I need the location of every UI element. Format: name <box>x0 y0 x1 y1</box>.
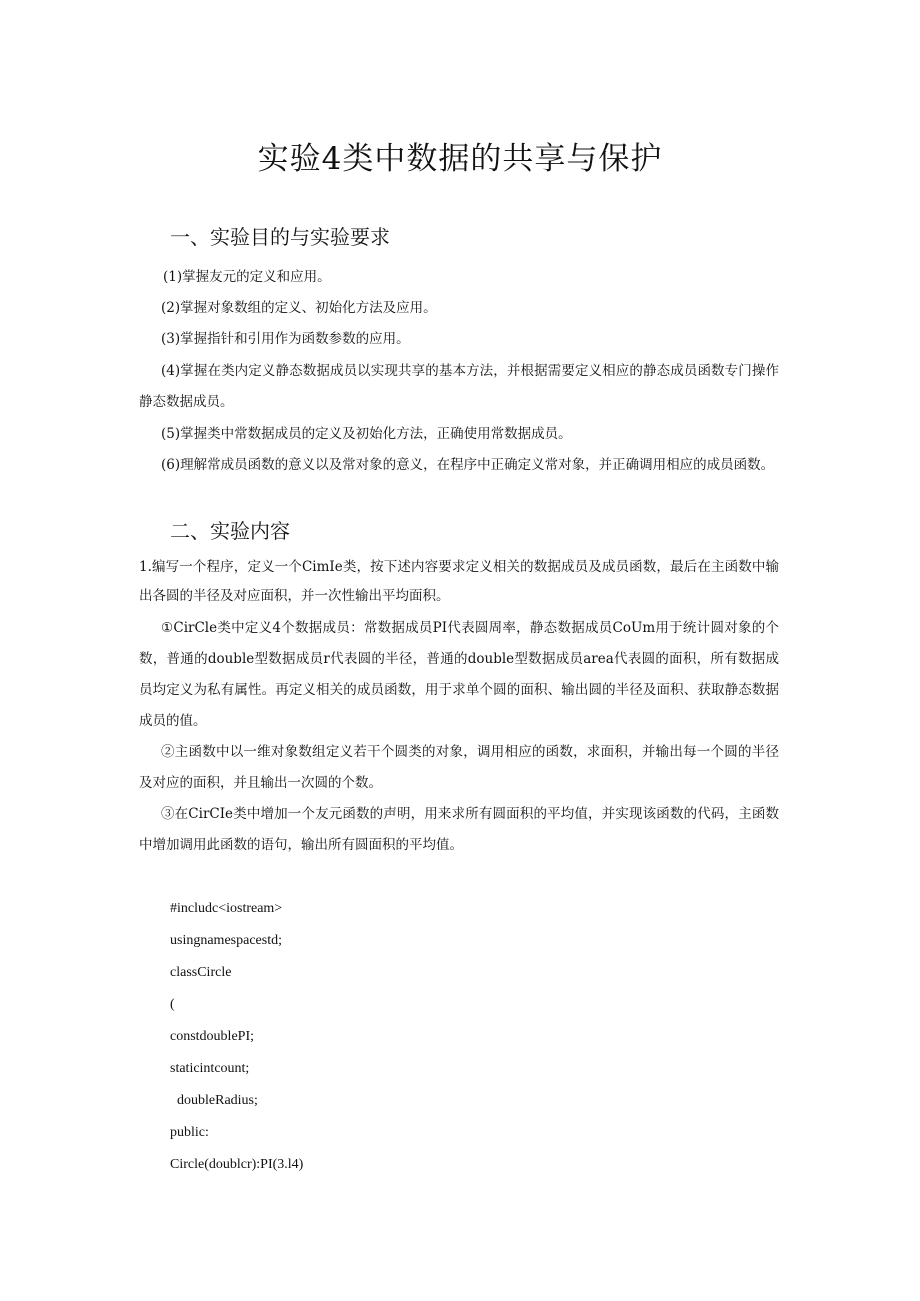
objective-item-2: (2)掌握对象数组的定义、初始化方法及应用。 <box>161 300 437 316</box>
code-line: staticintcount; <box>170 1061 250 1076</box>
code-line: usingnamespacestd; <box>170 933 282 948</box>
task-description: 1.编写一个程序，定义一个CimIe类，按下述内容要求定义相关的数据成员及成员函数，最后在主函数中输出各圆的半径及对应面积，并一次性输出平均面积。 <box>139 559 779 604</box>
objective-item-1: (1)掌握友元的定义和应用。 <box>163 269 331 285</box>
code-line: Circle(doublcr):PI(3.l4) <box>170 1157 304 1172</box>
objective-item-3: (3)掌握指针和引用作为函数参数的应用。 <box>161 331 410 347</box>
code-line: classCircle <box>170 965 232 980</box>
code-line: ( <box>170 997 175 1012</box>
code-line: #includc<iostream> <box>170 901 283 916</box>
code-line: doubleRadius; <box>170 1093 258 1108</box>
objective-item-4: (4)掌握在类内定义静态数据成员以实现共享的基本方法，并根据需要定义相应的静态成员函数专门操作静态数据成员。 <box>139 363 779 410</box>
page-title: 实验4类中数据的共享与保护 <box>257 141 663 177</box>
code-line: constdoublePI; <box>170 1029 254 1044</box>
task-sub-2: ②主函数中以一维对象数组定义若干个圆类的对象，调用相应的函数，求面积，并输出每一个圆的半径及对应的面积，并且输出一次圆的个数。 <box>139 744 779 791</box>
objective-item-5: (5)掌握类中常数据成员的定义及初始化方法，正确使用常数据成员。 <box>161 426 572 442</box>
task-sub-1: ①CirCle类中定义4个数据成员：常数据成员PI代表圆周率，静态数据成员CoUm用于统计圆对象的个数，普通的double型数据成员r代表圆的半径，普通的double型数据成员area代表圆的面积，所有数据成员均定义为私有属性。再定义相关的成员函数，用于求单个圆的面积、输出圆的半径及面积、获取静态数据成员的值。 <box>139 620 779 729</box>
task-sub-3: ③在CirCIe类中增加一个友元函数的声明，用来求所有圆面积的平均值，并实现该函数的代码，主函数中增加调用此函数的语句，输出所有圆面积的平均值。 <box>139 806 779 853</box>
code-block <box>170 893 303 1181</box>
code-line: public: <box>170 1125 209 1140</box>
section-heading-content: 二、实验内容 <box>170 519 290 543</box>
objective-item-6: (6)理解常成员函数的意义以及常对象的意义，在程序中正确定义常对象，并正确调用相应的成员函数。 <box>161 457 775 473</box>
section-heading-objectives: 一、实验目的与实验要求 <box>170 225 390 249</box>
